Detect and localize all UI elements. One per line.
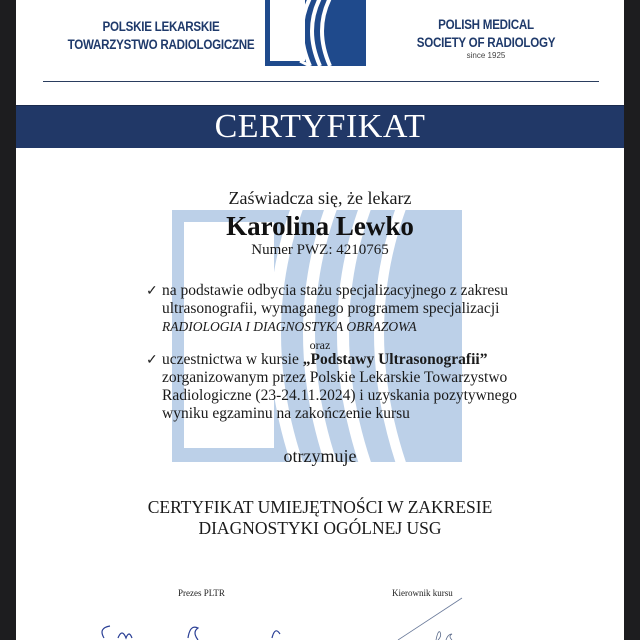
item2-line1 bbox=[162, 351, 487, 369]
certificate-page bbox=[16, 0, 624, 640]
certificate-title: CERTYFIKAT bbox=[214, 108, 426, 145]
president-label: Prezes PLTR bbox=[178, 588, 225, 598]
course-name: „Podstawy Ultrasonografii” bbox=[302, 351, 488, 368]
certificate-name-line2: DIAGNOSTYKI OGÓLNEJ USG bbox=[198, 518, 442, 538]
certificate-body bbox=[16, 0, 624, 640]
conjunction: oraz bbox=[309, 338, 331, 352]
item2-line2: zorganizowanym przez Polskie Lekarskie Towarzystwo bbox=[162, 369, 508, 386]
item1-line1: na podstawie odbycia stażu specjalizacyjnego z zakresu bbox=[162, 282, 509, 299]
check-icon: ✓ bbox=[146, 353, 158, 368]
item2-line3: Radiologiczne (23-24.11.2024) i uzyskania pozytywnego bbox=[162, 387, 517, 404]
president-signature bbox=[92, 620, 312, 640]
pwz-number: Numer PWZ: 4210765 bbox=[251, 242, 389, 258]
course-director-label: Kierownik kursu bbox=[392, 588, 453, 598]
item2-prefix: uczestnictwa w kursie bbox=[162, 351, 303, 368]
item1-line2: ultrasonografii, wymaganego programem specjalizacji bbox=[162, 300, 500, 317]
course-director-signature bbox=[396, 596, 486, 640]
certificate-name-line1: CERTYFIKAT UMIEJĘTNOŚCI W ZAKRESIE bbox=[147, 497, 493, 517]
check-icon: ✓ bbox=[146, 284, 158, 299]
specialization-name: RADIOLOGIA I DIAGNOSTYKA OBRAZOWA bbox=[162, 319, 417, 334]
since-year: since 1925 bbox=[466, 51, 506, 60]
org-name-english-line1: POLISH MEDICAL bbox=[438, 17, 534, 32]
item2-line4: wyniku egzaminu na zakończenie kursu bbox=[162, 405, 410, 422]
org-name-polish-line2: TOWARZYSTWO RADIOLOGICZNE bbox=[67, 37, 255, 52]
org-name-polish-line1: POLSKIE LEKARSKIE bbox=[102, 19, 220, 34]
recipient-name: Karolina Lewko bbox=[226, 211, 414, 241]
certification-intro: Zaświadcza się, że lekarz bbox=[228, 188, 412, 208]
receives-label: otrzymuje bbox=[283, 446, 357, 466]
org-name-english-line2: SOCIETY OF RADIOLOGY bbox=[416, 35, 556, 50]
